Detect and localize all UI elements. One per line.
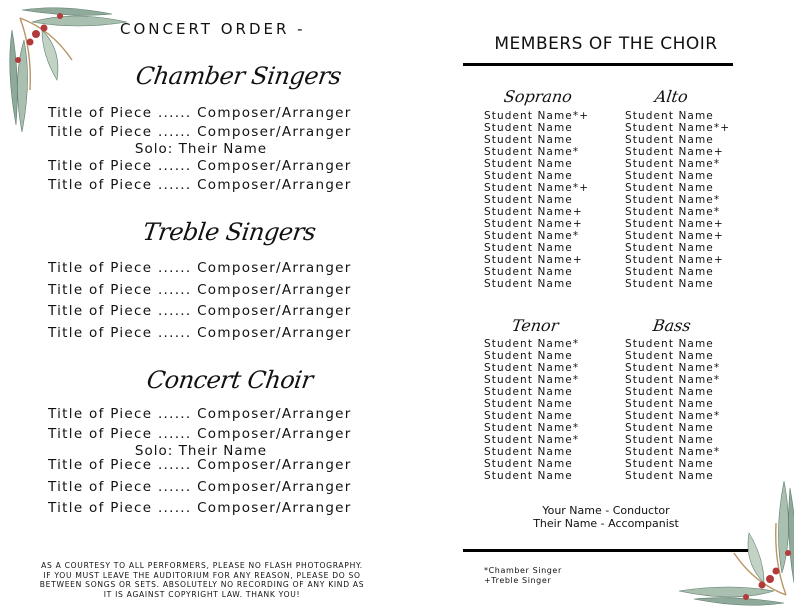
student-name: Student Name* <box>484 230 580 242</box>
program-piece: Title of Piece ...... Composer/Arranger <box>48 158 352 174</box>
student-name: Student Name+ <box>625 254 724 266</box>
student-name: Student Name <box>484 350 573 362</box>
program-piece: Title of Piece ...... Composer/Arranger <box>48 325 352 341</box>
student-name: Student Name <box>625 422 714 434</box>
courtesy-note: AS A COURTESY TO ALL PERFORMERS, PLEASE NO FLASH PHOTOGRAPHY. IF YOU MUST LEAVE THE AUDITORIUM FOR ANY REASON, PLEASE DO SO BETWEEN SONGS OR SETS. ABSOLUTELY NO RECORDING OF ANY KIND AS IT IS AGAINST COPYRIGHT LAW. THANK YOU! <box>39 561 365 600</box>
conductor-name: Your Name - Conductor <box>542 504 670 517</box>
student-name: Student Name* <box>625 362 721 374</box>
student-name: Student Name <box>484 446 573 458</box>
student-name: Student Name* <box>625 158 721 170</box>
legend-chamber-singer: *Chamber Singer <box>484 566 562 575</box>
student-name: Student Name*+ <box>484 182 590 194</box>
group-heading: Chamber Singers <box>134 62 343 90</box>
student-name: Student Name* <box>625 194 721 206</box>
accompanist-name: Their Name - Accompanist <box>533 517 679 530</box>
student-name: Student Name+ <box>625 230 724 242</box>
student-name: Student Name <box>484 470 573 482</box>
student-list <box>625 338 720 482</box>
student-name: Student Name* <box>484 374 580 386</box>
student-name: Student Name+ <box>484 206 583 218</box>
program-piece: Title of Piece ...... Composer/Arranger <box>48 105 352 121</box>
group-heading: Concert Choir <box>145 366 315 394</box>
voice-heading: Alto <box>653 87 690 106</box>
student-name: Student Name <box>484 122 573 134</box>
student-name: Student Name*+ <box>625 122 731 134</box>
student-name: Student Name <box>625 398 714 410</box>
student-list <box>484 338 579 482</box>
student-name: Student Name* <box>625 374 721 386</box>
student-name: Student Name <box>625 278 714 290</box>
student-name: Student Name* <box>625 206 721 218</box>
student-name: Student Name <box>625 386 714 398</box>
student-name: Student Name <box>484 410 573 422</box>
student-name: Student Name <box>625 470 714 482</box>
student-name: Student Name <box>625 350 714 362</box>
student-name: Student Name* <box>484 338 580 350</box>
student-name: Student Name*+ <box>484 110 590 122</box>
program-solo: Solo: Their Name <box>134 443 268 459</box>
program-piece: Title of Piece ...... Composer/Arranger <box>48 260 352 276</box>
voice-heading: Soprano <box>502 87 574 106</box>
student-name: Student Name <box>484 242 573 254</box>
program-piece: Title of Piece ...... Composer/Arranger <box>48 124 352 140</box>
group-heading: Treble Singers <box>141 218 318 246</box>
student-name: Student Name <box>625 338 714 350</box>
divider <box>463 549 748 552</box>
student-name: Student Name <box>625 434 714 446</box>
legend-treble-singer: +Treble Singer <box>484 576 552 585</box>
student-name: Student Name <box>625 182 714 194</box>
program-piece: Title of Piece ...... Composer/Arranger <box>48 177 352 193</box>
student-name: Student Name* <box>484 422 580 434</box>
student-name: Student Name <box>625 242 714 254</box>
student-name: Student Name <box>625 266 714 278</box>
student-name: Student Name <box>625 134 714 146</box>
student-name: Student Name <box>484 386 573 398</box>
student-name: Student Name <box>484 266 573 278</box>
student-list <box>625 110 730 290</box>
student-name: Student Name <box>625 170 714 182</box>
student-name: Student Name+ <box>484 218 583 230</box>
program-piece: Title of Piece ...... Composer/Arranger <box>48 500 352 516</box>
student-name: Student Name+ <box>625 146 724 158</box>
members-title: MEMBERS OF THE CHOIR <box>494 34 718 54</box>
student-name: Student Name <box>484 158 573 170</box>
program-piece: Title of Piece ...... Composer/Arranger <box>48 457 352 473</box>
student-name: Student Name+ <box>625 218 724 230</box>
program-solo: Solo: Their Name <box>134 141 268 157</box>
student-name: Student Name <box>484 458 573 470</box>
program-piece: Title of Piece ...... Composer/Arranger <box>48 406 352 422</box>
student-name: Student Name <box>484 278 573 290</box>
voice-heading: Bass <box>651 316 693 335</box>
voice-heading: Tenor <box>510 316 560 335</box>
student-name: Student Name+ <box>484 254 583 266</box>
student-name: Student Name <box>625 110 714 122</box>
student-name: Student Name <box>484 170 573 182</box>
student-name: Student Name* <box>625 446 721 458</box>
student-name: Student Name <box>484 194 573 206</box>
student-name: Student Name <box>484 398 573 410</box>
program-piece: Title of Piece ...... Composer/Arranger <box>48 426 352 442</box>
program-piece: Title of Piece ...... Composer/Arranger <box>48 479 352 495</box>
student-name: Student Name* <box>484 434 580 446</box>
floral-corner-icon <box>664 473 794 613</box>
student-name: Student Name* <box>484 362 580 374</box>
concert-order-title: CONCERT ORDER - <box>120 20 306 38</box>
program-piece: Title of Piece ...... Composer/Arranger <box>48 282 352 298</box>
student-name: Student Name <box>625 458 714 470</box>
student-name: Student Name* <box>484 146 580 158</box>
student-name: Student Name* <box>625 410 721 422</box>
program-piece: Title of Piece ...... Composer/Arranger <box>48 303 352 319</box>
divider <box>463 63 733 66</box>
student-name: Student Name <box>484 134 573 146</box>
student-list <box>484 110 589 290</box>
